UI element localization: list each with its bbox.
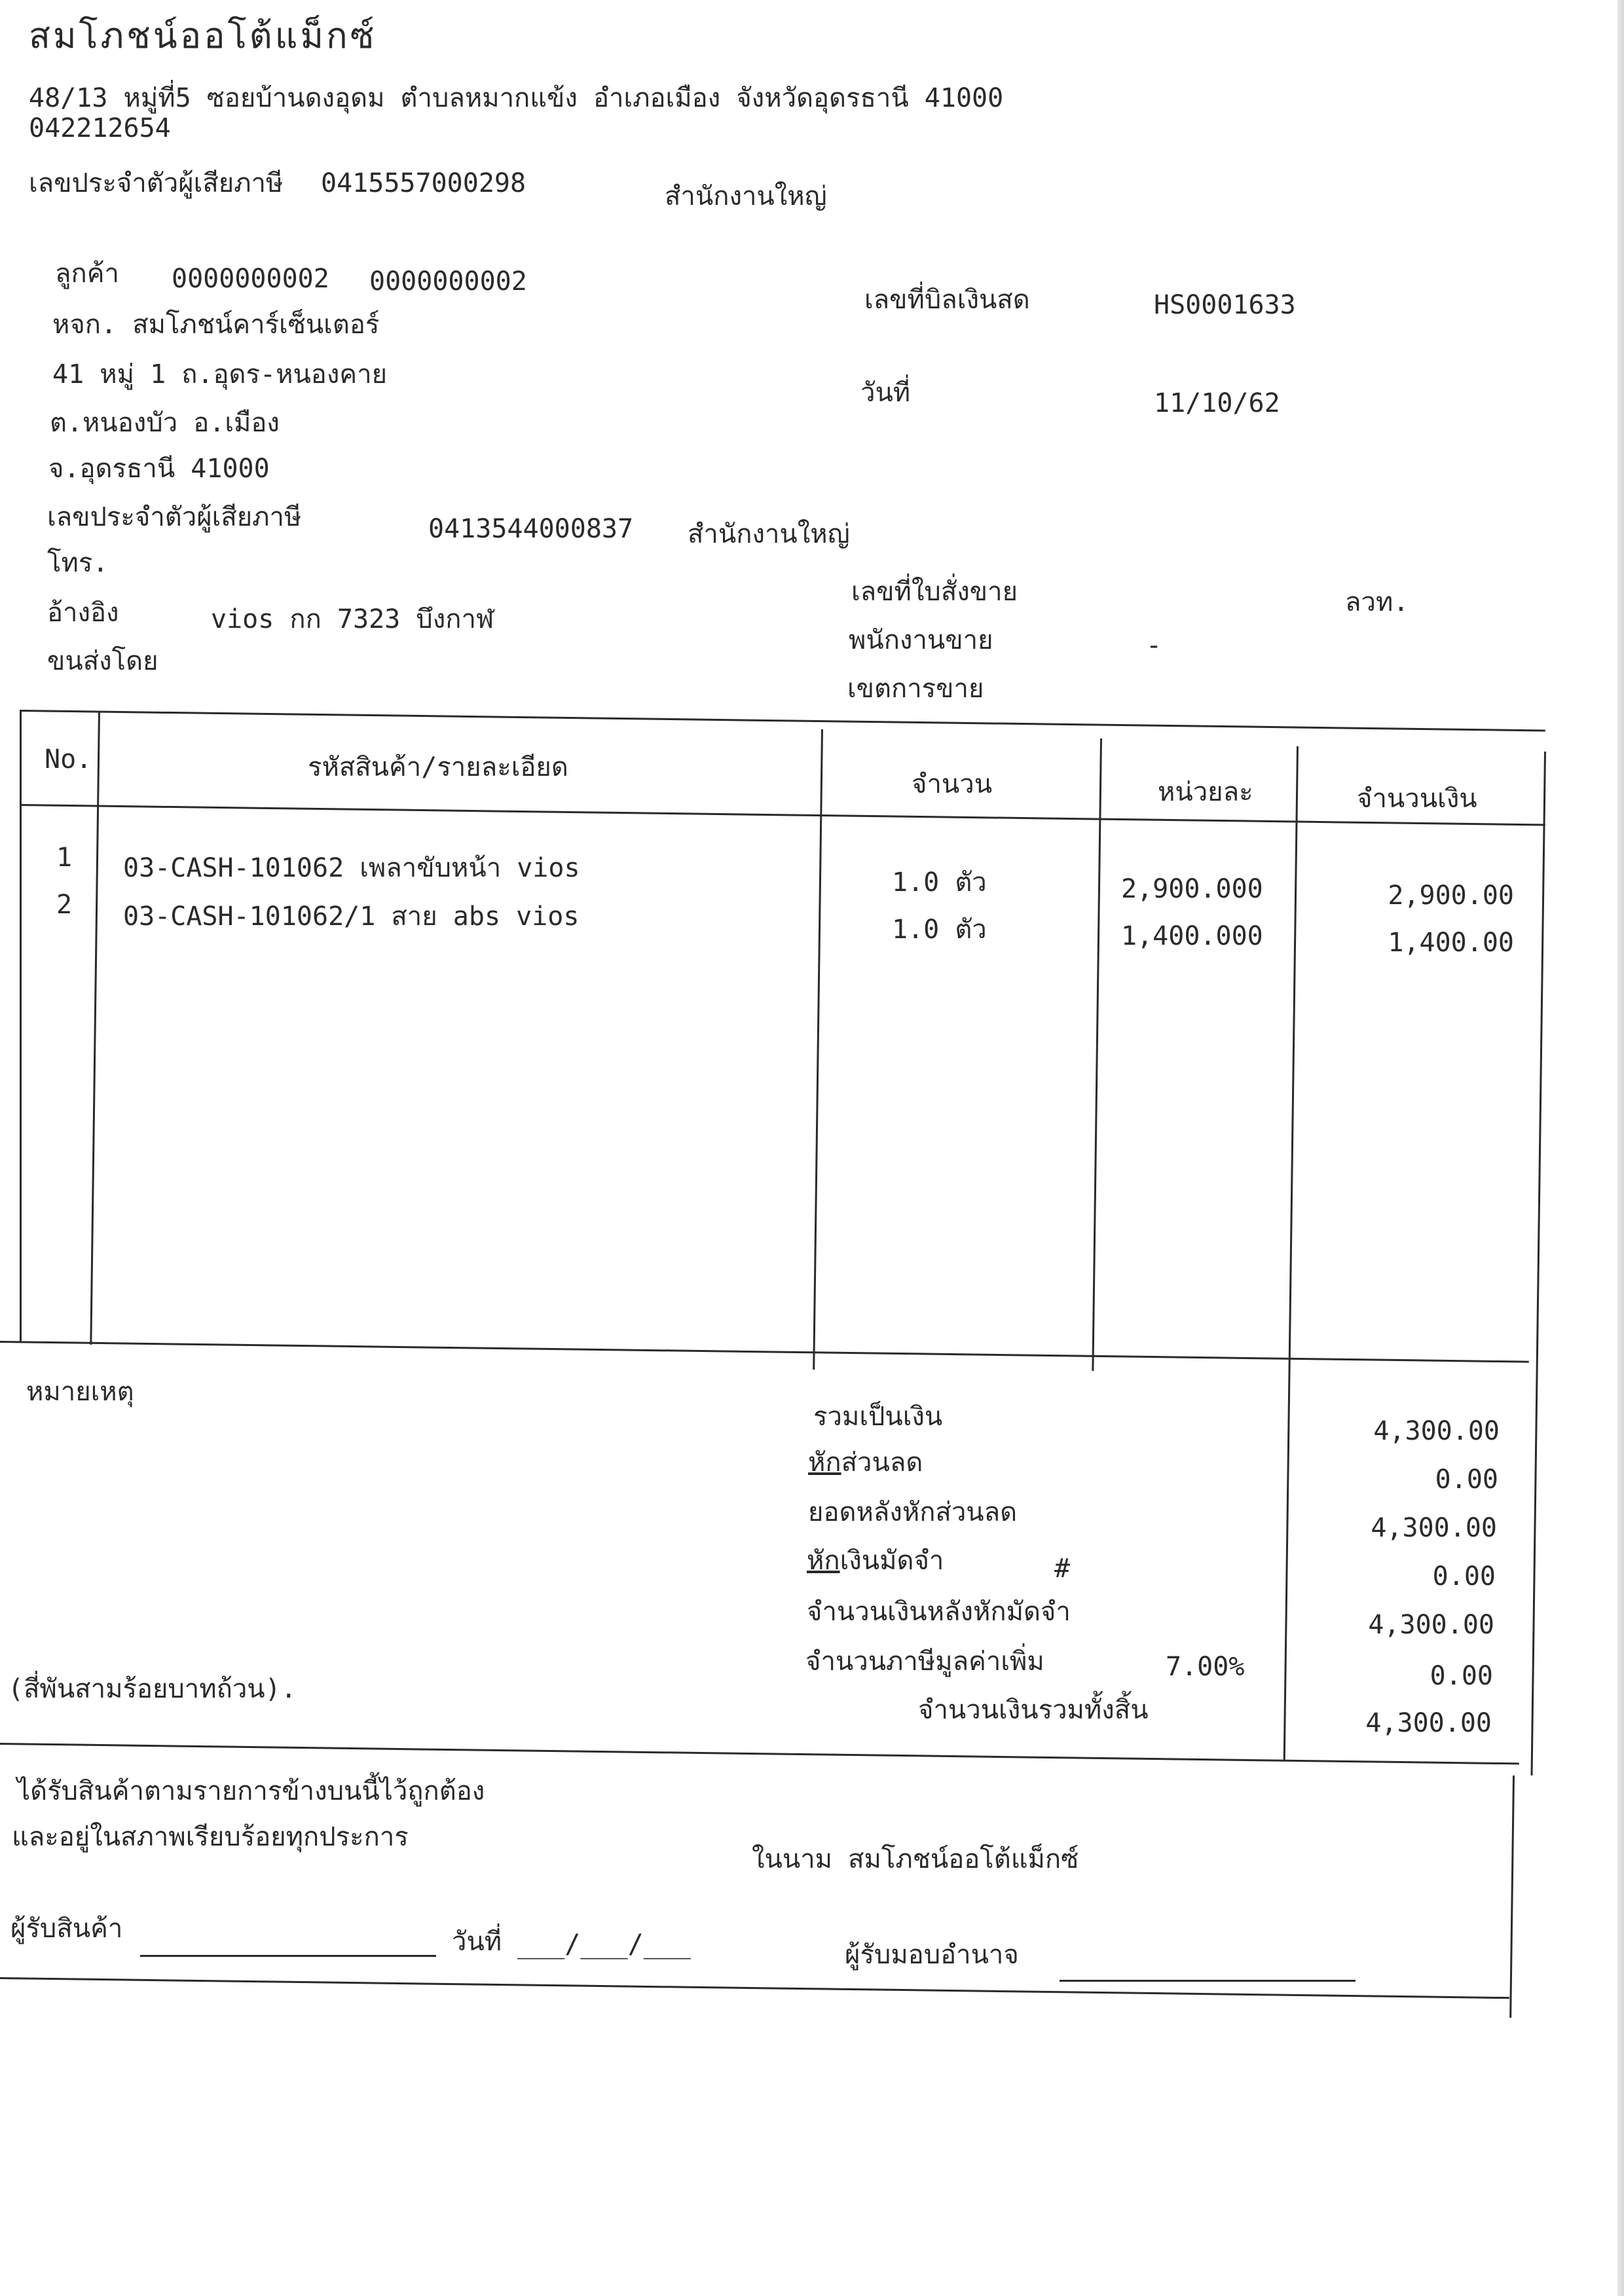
authorized-signature-line[interactable] — [1060, 1980, 1356, 1982]
summary-bottom-rule — [0, 1743, 1519, 1764]
table-left-border — [20, 710, 22, 1342]
row-2-amount: 1,400.00 — [1388, 928, 1514, 958]
summary-label-vat: จำนวนภาษีมูลค่าเพิ่ม — [805, 1647, 1044, 1677]
summary-value-subtotal: 4,300.00 — [1373, 1416, 1500, 1446]
order-no-label: เลขที่ใบสั่งขาย — [851, 577, 1018, 607]
bill-date-label: วันที่ — [860, 378, 911, 408]
customer-phone-label: โทร. — [47, 548, 109, 578]
customer-address-3: จ.อุดรธานี 41000 — [48, 454, 270, 484]
receive-date-label: วันที่ — [452, 1927, 502, 1957]
summary-label-subtotal: รวมเป็นเงิน — [813, 1402, 943, 1432]
summary-value-after-deposit: 4,300.00 — [1368, 1610, 1494, 1640]
col-sep-unit — [1283, 746, 1299, 1761]
header-unit-price: หน่วยละ — [1158, 777, 1253, 807]
col-sep-desc — [813, 729, 823, 1370]
authorized-label: ผู้รับมอบอำนาจ — [845, 1940, 1019, 1970]
receiver-label: ผู้รับสินค้า — [10, 1914, 123, 1944]
row-2-unit-price: 1,400.000 — [1121, 921, 1263, 951]
header-amount: จำนวนเงิน — [1357, 784, 1477, 814]
table-bottom-rule — [0, 1341, 1529, 1363]
row-2-quantity: 1.0 ตัว — [892, 915, 987, 945]
vat-rate: 7.00% — [1166, 1652, 1245, 1682]
summary-label-after-deposit: จำนวนเงินหลังหักมัดจำ — [807, 1597, 1071, 1627]
customer-branch: สำนักงานใหญ่ — [688, 519, 850, 549]
summary-value-deposit: 0.00 — [1432, 1561, 1496, 1592]
company-tax-id: 0415557000298 — [321, 168, 526, 198]
receiver-signature-line[interactable] — [140, 1955, 436, 1957]
company-tax-id-label: เลขประจำตัวผู้เสียภาษี — [29, 168, 284, 198]
summary-value-vat: 0.00 — [1430, 1661, 1493, 1691]
salesperson-value: - — [1146, 630, 1162, 661]
customer-code-2: 0000000002 — [369, 266, 527, 297]
customer-code-1: 0000000002 — [172, 264, 329, 294]
on-behalf-of: ในนาม สมโภชน์ออโต้แม็กซ์ — [752, 1844, 1079, 1874]
customer-ref-value: vios กก 7323 บึงกาฬ — [211, 604, 494, 634]
summary-label-discount: หักส่วนลด — [808, 1448, 923, 1478]
company-branch: สำนักงานใหญ่ — [665, 181, 827, 211]
row-1-unit-price: 2,900.000 — [1121, 874, 1263, 904]
company-name: สมโภชน์ออโต้แม็กซ์ — [29, 15, 377, 56]
customer-tax-id-label: เลขประจำตัวผู้เสียภาษี — [47, 502, 302, 532]
col-sep-qty — [1092, 738, 1102, 1371]
header-no: No. — [45, 744, 92, 774]
scan-page-edge — [1617, 0, 1624, 2296]
row-1-quantity: 1.0 ตัว — [892, 867, 987, 898]
customer-address-1: 41 หมู่ 1 ถ.อุดร-หนองคาย — [52, 359, 388, 390]
row-2-description: 03-CASH-101062/1 สาย abs vios — [123, 902, 580, 932]
summary-label-grand-total: จำนวนเงินรวมทั้งสิ้น — [918, 1695, 1149, 1725]
bill-no-label: เลขที่บิลเงินสด — [864, 285, 1030, 315]
header-description: รหัสสินค้า/รายละเอียด — [308, 752, 568, 782]
summary-value-grand-total: 4,300.00 — [1365, 1708, 1492, 1738]
row-1-description: 03-CASH-101062 เพลาขับหน้า vios — [123, 853, 580, 883]
summary-label-deposit: หักเงินมัดจำ — [807, 1546, 944, 1576]
header-quantity: จำนวน — [912, 769, 993, 799]
customer-ref-label: อ้างอิง — [47, 598, 119, 628]
row-1-amount: 2,900.00 — [1388, 881, 1514, 911]
deposit-mark: # — [1054, 1554, 1071, 1584]
bill-no: HS0001633 — [1154, 290, 1296, 320]
customer-address-2: ต.หนองบัว อ.เมือง — [50, 408, 280, 438]
order-no-value: ลวท. — [1345, 587, 1409, 617]
received-statement-1: ได้รับสินค้าตามรายการข้างบนนี้ไว้ถูกต้อง — [17, 1776, 485, 1806]
company-phone: 042212654 — [29, 113, 171, 143]
amount-in-words: (สี่พันสามร้อยบาทถ้วน). — [8, 1674, 297, 1704]
table-header-rule — [20, 804, 1545, 826]
table-right-border — [1531, 752, 1546, 1776]
remark-label: หมายเหตุ — [26, 1377, 134, 1407]
customer-label: ลูกค้า — [55, 259, 119, 289]
table-top-rule — [20, 710, 1545, 731]
footer-right-border — [1509, 1776, 1515, 2018]
summary-value-after-discount: 4,300.00 — [1371, 1513, 1497, 1543]
company-address: 48/13 หมู่ที่5 ซอยบ้านดงอุดม ตำบลหมากแข้ง อำเภอเมือง จังหวัดอุดรธานี 41000 — [29, 83, 1004, 113]
row-1-no: 1 — [56, 843, 73, 873]
sales-area-label: เขตการขาย — [847, 674, 984, 704]
receive-date-blank[interactable]: ___/___/___ — [517, 1929, 691, 1959]
customer-tax-id: 0413544000837 — [428, 514, 634, 544]
received-statement-2: และอยู่ในสภาพเรียบร้อยทุกประการ — [12, 1822, 409, 1852]
customer-name: หจก. สมโภชน์คาร์เซ็นเตอร์ — [52, 310, 380, 340]
row-2-no: 2 — [56, 890, 73, 920]
salesperson-label: พนักงานขาย — [849, 625, 993, 655]
summary-value-discount: 0.00 — [1435, 1465, 1498, 1495]
customer-ship-label: ขนส่งโดย — [47, 646, 158, 676]
summary-label-after-discount: ยอดหลังหักส่วนลด — [808, 1497, 1018, 1527]
bill-date: 11/10/62 — [1154, 388, 1280, 418]
